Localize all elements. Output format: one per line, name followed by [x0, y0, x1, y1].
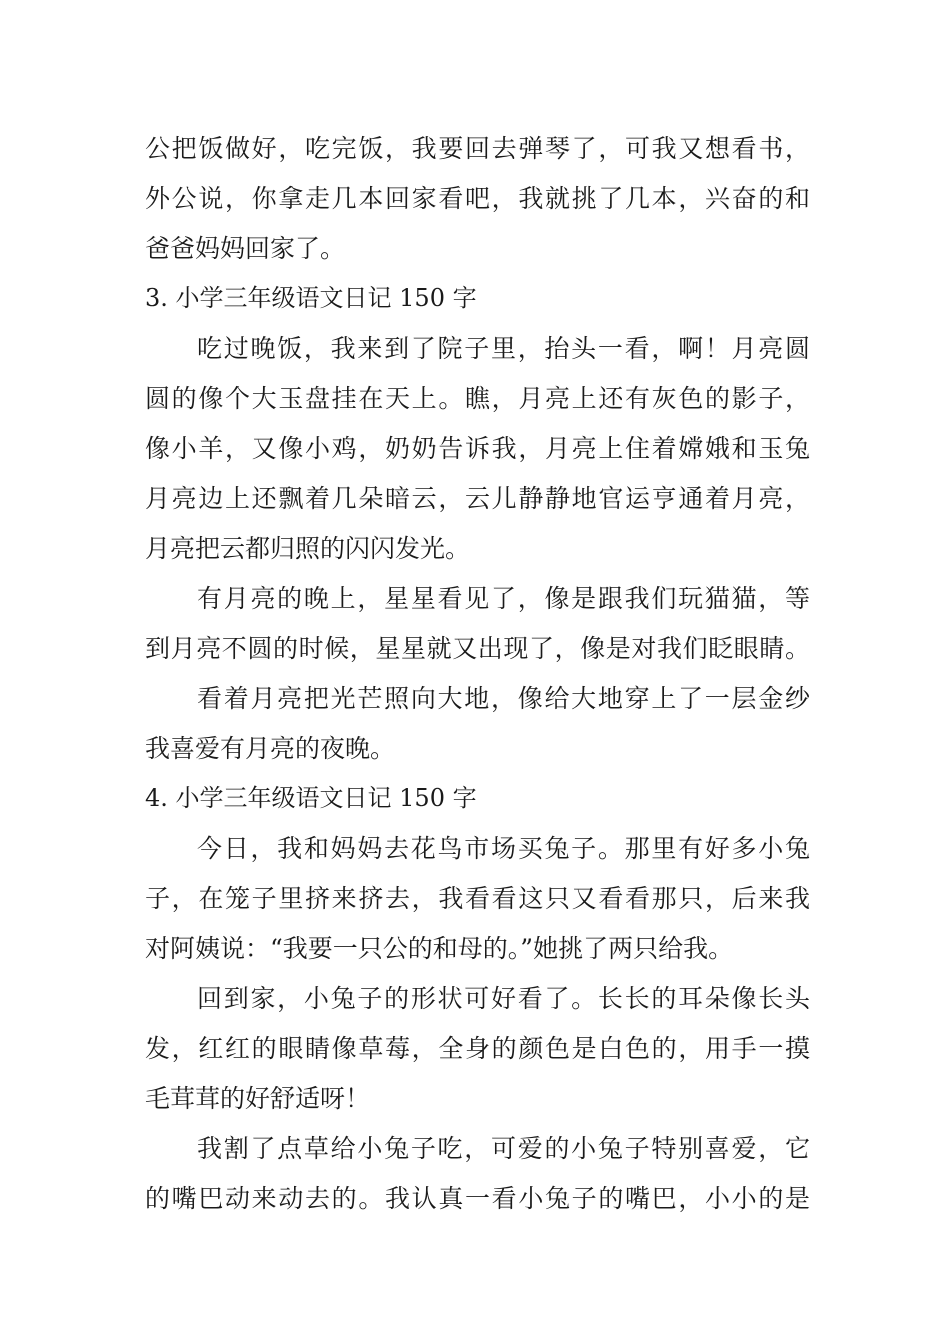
paragraph-line: 回到家，小兔子的形状可好看了。长长的耳朵像长头 [197, 984, 810, 1013]
section-heading: 3. 小学三年级语文日记 150 字 [145, 284, 477, 312]
paragraph-line: 对阿姨说：“我要一只公的和母的。”她挑了两只给我。 [145, 934, 734, 963]
paragraph-line: 子，在笼子里挤来挤去，我看看这只又看看那只，后来我 [145, 884, 810, 913]
paragraph-line: 有月亮的晚上，星星看见了，像是跟我们玩猫猫，等 [197, 584, 810, 613]
paragraph-line: 到月亮不圆的时候，星星就又出现了，像是对我们眨眼睛。 [145, 634, 810, 663]
paragraph-line: 爸爸妈妈回家了。 [145, 234, 346, 263]
paragraph-line: 像小羊，又像小鸡，奶奶告诉我，月亮上住着嫦娥和玉兔 [145, 434, 810, 463]
paragraph-line: 发，红红的眼睛像草莓，全身的颜色是白色的，用手一摸 [145, 1034, 810, 1063]
paragraph-line: 外公说，你拿走几本回家看吧，我就挑了几本，兴奋的和 [145, 184, 810, 213]
paragraph-line: 吃过晚饭，我来到了院子里，抬头一看，啊！月亮圆 [197, 334, 810, 363]
paragraph-line: 的嘴巴动来动去的。我认真一看小兔子的嘴巴，小小的是 [145, 1184, 810, 1213]
paragraph-line: 公把饭做好，吃完饭，我要回去弹琴了，可我又想看书， [145, 134, 810, 163]
paragraph-line: 我割了点草给小兔子吃，可爱的小兔子特别喜爱，它 [197, 1134, 810, 1163]
paragraph-line: 毛茸茸的好舒适呀！ [145, 1084, 371, 1113]
paragraph-line: 月亮把云都归照的闪闪发光。 [145, 534, 471, 563]
paragraph-line: 我喜爱有月亮的夜晚。 [145, 734, 396, 763]
paragraph-line: 看着月亮把光芒照向大地，像给大地穿上了一层金纱 [197, 684, 810, 713]
section-heading: 4. 小学三年级语文日记 150 字 [145, 784, 477, 812]
paragraph-line: 圆的像个大玉盘挂在天上。瞧，月亮上还有灰色的影子， [145, 384, 810, 413]
paragraph-line: 月亮边上还飘着几朵暗云，云儿静静地官运亨通着月亮， [145, 484, 810, 513]
paragraph-line: 今日，我和妈妈去花鸟市场买兔子。那里有好多小兔 [197, 834, 810, 863]
